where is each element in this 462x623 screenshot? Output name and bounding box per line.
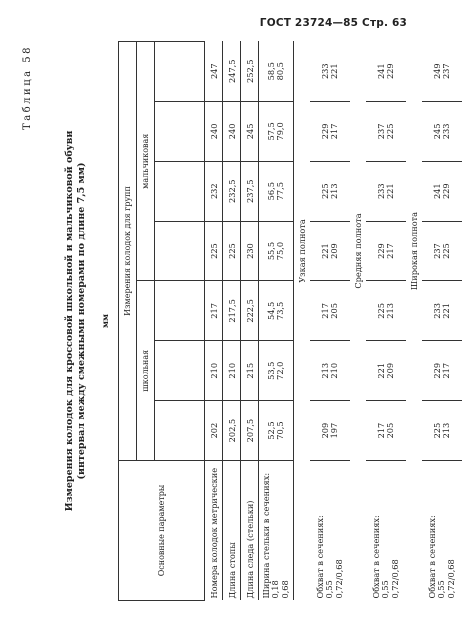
label-line: Ширина стельки в сечениях: (260, 472, 271, 599)
cell: 57,5 79,0 (259, 101, 294, 161)
table-row (205, 42, 223, 601)
group-header: Измерения колодок для групп (119, 42, 137, 461)
section-narrow (294, 42, 351, 601)
cell: 202 (205, 401, 223, 461)
cell: 233 221 (422, 281, 462, 341)
cell: 229 217 (310, 101, 350, 161)
section-title: Средняя полнота (353, 213, 363, 289)
cell: 237 225 (366, 101, 406, 161)
cell: 232,5 (223, 161, 241, 221)
cell: 213 210 (310, 341, 350, 401)
row-label: Обхват в сечениях: 0,55 0,72/0,68 (310, 461, 350, 601)
cell: 56,5 77,5 (259, 161, 294, 221)
section-medium (350, 42, 406, 601)
cell: 217 (205, 281, 223, 341)
cell: 55,5 75,0 (259, 221, 294, 281)
table-row (422, 42, 462, 601)
section-title: Узкая полнота (297, 219, 307, 283)
cell: 210 (205, 341, 223, 401)
table-row (366, 42, 406, 601)
table-row (223, 42, 241, 601)
label-line: 0,68 (279, 580, 290, 599)
cell: 209 197 (310, 401, 350, 461)
cell: 225 (223, 221, 241, 281)
table-row (259, 42, 294, 601)
row-label (259, 461, 294, 601)
page-header: ГОСТ 23724—85 Стр. 63 (259, 17, 407, 29)
cell: 217 205 (366, 401, 406, 461)
boys-header: мальчиковая (137, 42, 155, 281)
cell: 207,5 (241, 401, 259, 461)
cell: 58,5 80,5 (259, 42, 294, 102)
cell: 225 (205, 221, 223, 281)
cell: 245 233 (422, 101, 462, 161)
rotated-page (22, 41, 456, 601)
cell: 232 (205, 161, 223, 221)
cell: 245 (241, 101, 259, 161)
cell: 241 229 (422, 161, 462, 221)
cell: 229 217 (422, 341, 462, 401)
cell: 247 (205, 42, 223, 102)
school-header: школьная (137, 281, 155, 461)
cell: 230 (241, 221, 259, 281)
row-label: Длина стопы (223, 461, 241, 601)
cell: 252,5 (241, 42, 259, 102)
cell: 221 209 (366, 341, 406, 401)
row-label: Длина следа (стельки) (241, 461, 259, 601)
cell: 202,5 (223, 401, 241, 461)
cell: 54,5 73,5 (259, 281, 294, 341)
cell: 225 213 (422, 401, 462, 461)
cell: 225 213 (310, 161, 350, 221)
data-table (118, 41, 462, 601)
cell: 53,5 72,0 (259, 341, 294, 401)
cell: 217,5 (223, 281, 241, 341)
cell: 237 225 (422, 221, 462, 281)
label-line: 0,18 (270, 580, 281, 599)
row-label: Обхват в сечениях: 0,55 0,72/0,68 (422, 461, 462, 601)
cell: 52,5 70,5 (259, 401, 294, 461)
cell: 249 237 (422, 42, 462, 102)
cell: 221 209 (310, 221, 350, 281)
table-row (241, 42, 259, 601)
section-title: Широкая полнота (409, 211, 419, 291)
cell: 237,5 (241, 161, 259, 221)
cell: 229 217 (366, 221, 406, 281)
cell: 240 (205, 101, 223, 161)
table-row (310, 42, 350, 601)
cell: 240 (223, 101, 241, 161)
row-label: Номера колодок метрические (205, 461, 223, 601)
title-line-2: (интервал между смежными номерами по длине 7,5 мм) (75, 162, 87, 480)
cell: 215 (241, 341, 259, 401)
cell: 217 205 (310, 281, 350, 341)
cell: 233 221 (310, 42, 350, 102)
cell: 241 229 (366, 42, 406, 102)
table-number: Таблица 58 (22, 45, 33, 130)
cell: 233 221 (366, 161, 406, 221)
title-line-1: Измерения колодок для кроссовой школьной и мальчиковой обуви (64, 130, 75, 512)
cell: 222,5 (241, 281, 259, 341)
cell: 225 213 (366, 281, 406, 341)
section-wide (406, 42, 462, 601)
cell: 210 (223, 341, 241, 401)
table-title (64, 41, 87, 601)
main-param-header: Основные параметры (119, 461, 205, 601)
cell: 247,5 (223, 42, 241, 102)
row-label: Обхват в сечениях: 0,55 0,72/0,68 (366, 461, 406, 601)
unit-label: мм (100, 314, 110, 328)
